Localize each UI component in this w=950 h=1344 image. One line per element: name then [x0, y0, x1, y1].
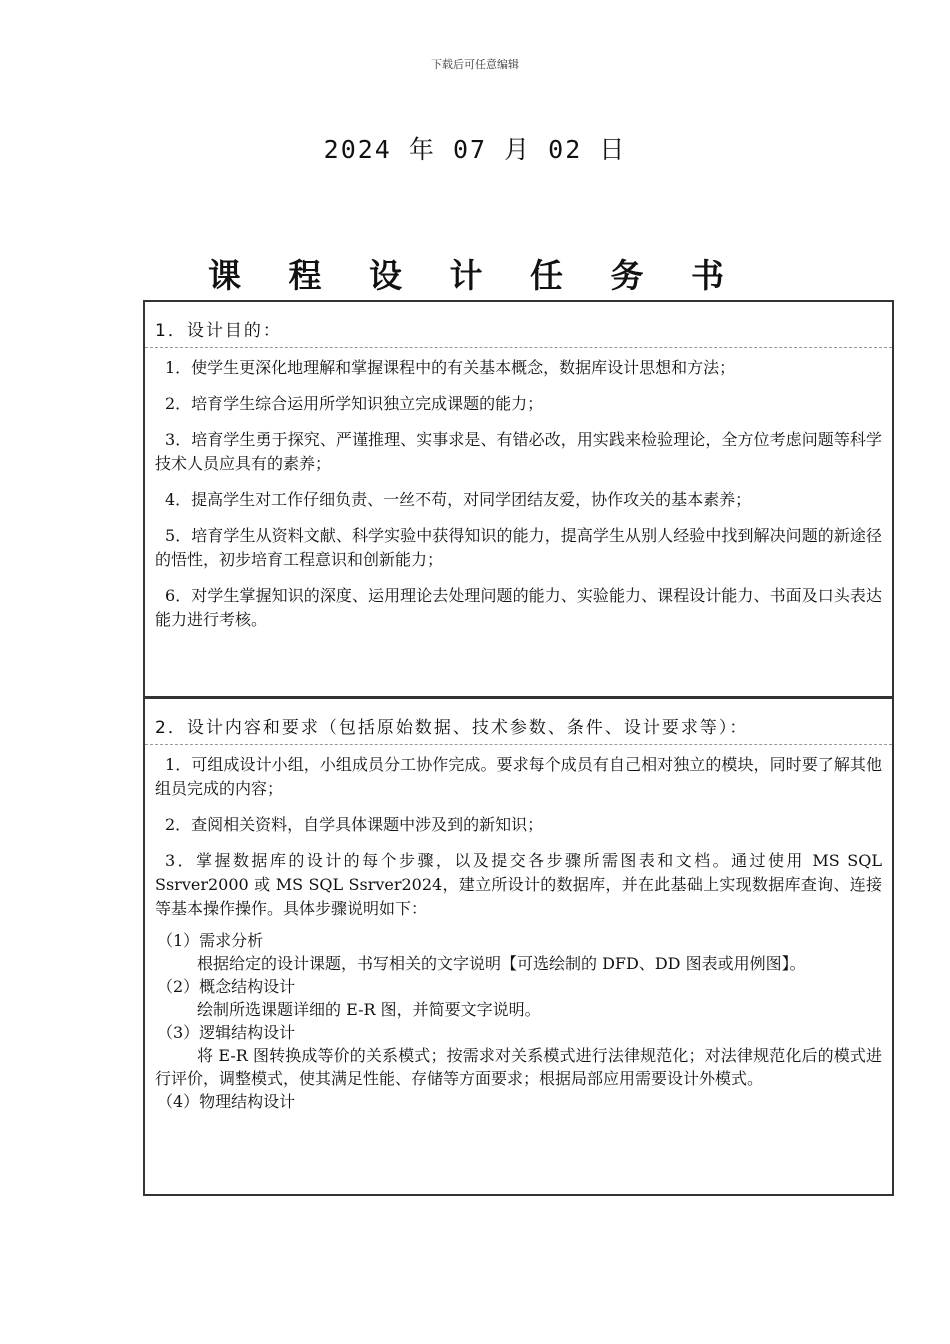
requirement-list: [145, 745, 892, 1113]
section-heading: 1．设计目的：: [145, 302, 892, 348]
list-item: 4．提高学生对工作仔细负责、一丝不苟，对同学团结友爱，协作攻关的基本素养；: [165, 490, 752, 509]
list-item: 1．可组成设计小组，小组成员分工协作完成。要求每个成员有自己相对独立的模块，同时要了解其他组员完成的内容；: [155, 755, 882, 798]
document-title: 课 程 设 计 任 务 书: [208, 256, 742, 295]
list-item: 6．对学生掌握知识的深度、运用理论去处理问题的能力、实验能力、课程设计能力、书面及口头表达能力进行考核。: [155, 586, 882, 629]
step-title: （1）需求分析: [157, 931, 264, 950]
step-title: （4）物理结构设计: [157, 1092, 296, 1111]
list-item: 2．培育学生综合运用所学知识独立完成课题的能力；: [165, 394, 544, 413]
design-content-section: [143, 697, 894, 1196]
list-item: 3．培育学生勇于探究、严谨推理、实事求是、有错必改，用实践来检验理论，全方位考虑问题等科学技术人员应具有的素养；: [155, 430, 882, 473]
purpose-list: [145, 348, 892, 632]
design-purpose-section: [143, 300, 894, 698]
list-item: 2．查阅相关资料，自学具体课题中涉及到的新知识；: [165, 815, 544, 834]
list-item: 3．掌握数据库的设计的每个步骤，以及提交各步骤所需图表和文档。通过使用 MS SQL Ssrver2000 或 MS SQL Ssrver2024，建立所设计的数据库，并在此基础上实现数据库查询、连接等基本操作操作。具体步骤说明如下：: [155, 851, 882, 918]
step-title: （3）逻辑结构设计: [157, 1023, 296, 1042]
header-note: 下载后可任意编辑: [431, 58, 519, 71]
step-body: 绘制所选课题详细的 E-R 图，并简要文字说明。: [197, 1000, 541, 1019]
step-body: 根据给定的设计课题，书写相关的文字说明【可选绘制的 DFD、DD 图表或用例图】。: [197, 954, 806, 973]
step-title: （2）概念结构设计: [157, 977, 296, 996]
section-heading: 2．设计内容和要求（包括原始数据、技术参数、条件、设计要求等）：: [145, 699, 892, 745]
list-item: 1．使学生更深化地理解和掌握课程中的有关基本概念，数据库设计思想和方法；: [165, 358, 736, 377]
step-body: 将 E-R 图转换成等价的关系模式；按需求对关系模式进行法律规范化；对法律规范化后的模式进行评价，调整模式，使其满足性能、存储等方面要求；根据局部应用需要设计外模式。: [155, 1046, 882, 1088]
list-item: 5．培育学生从资料文献、科学实验中获得知识的能力，提高学生从别人经验中找到解决问题的新途径的悟性，初步培育工程意识和创新能力；: [155, 526, 882, 569]
date-line: 2024 年 07 月 02 日: [323, 135, 627, 164]
